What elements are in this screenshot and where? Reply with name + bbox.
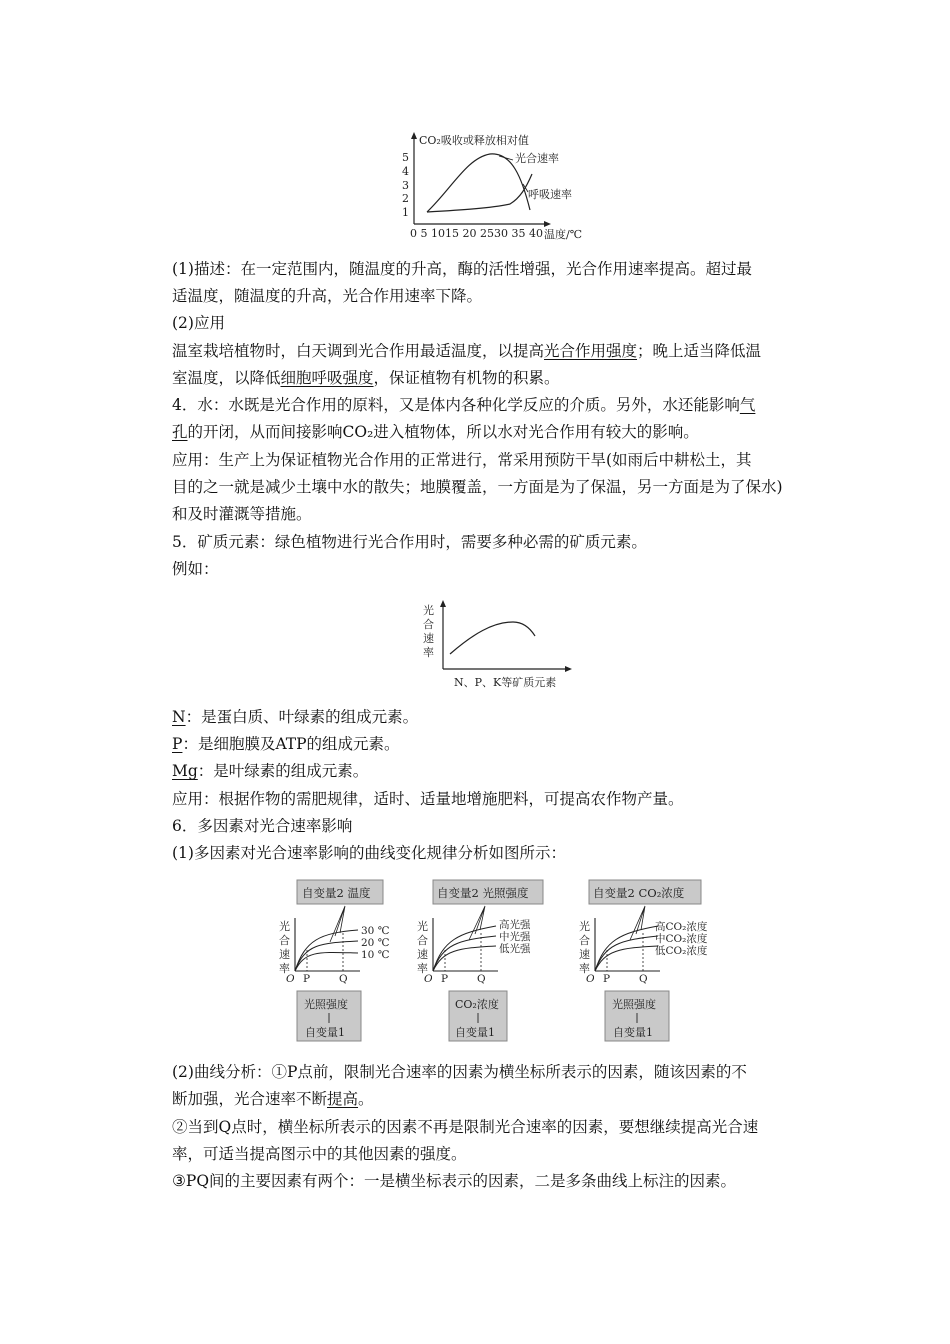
para-greenhouse-2: 室温度，以降低细胞呼吸强度，保证植物有机物的积累。 bbox=[172, 369, 560, 387]
elem-n: N：是蛋白质、叶绿素的组成元素。 bbox=[172, 708, 419, 726]
mineral-curve bbox=[450, 622, 535, 654]
curve-label-high: 高CO₂浓度 bbox=[655, 921, 708, 933]
y-label-4: 率 bbox=[417, 962, 428, 975]
y-tick-5: 5 bbox=[402, 151, 409, 164]
curve-low bbox=[595, 946, 658, 971]
panel-co2 bbox=[579, 880, 708, 1041]
para-multi-factor: 6．多因素对光合速率影响 bbox=[172, 817, 353, 835]
x-axis-arrow bbox=[544, 221, 551, 227]
para-example: 例如： bbox=[172, 560, 219, 578]
y-label-3: 速 bbox=[417, 948, 428, 961]
elem-p: P：是细胞膜及ATP的组成元素。 bbox=[172, 735, 400, 753]
q-label: Q bbox=[639, 973, 648, 985]
mineral-figure bbox=[418, 596, 588, 692]
top-label: 自变量2 CO₂浓度 bbox=[593, 886, 685, 900]
y-label-3: 速 bbox=[279, 948, 290, 961]
y-tick-3: 3 bbox=[402, 179, 409, 192]
para-water-apply-3: 和及时灌溉等措施。 bbox=[172, 505, 312, 523]
y-label-1: 光 bbox=[417, 920, 428, 933]
pointer-lines bbox=[330, 906, 345, 942]
curve-low bbox=[433, 946, 496, 971]
y-label-2: 合 bbox=[417, 934, 428, 947]
curve-label-low: 低CO₂浓度 bbox=[655, 945, 708, 957]
y-tick-1: 1 bbox=[402, 206, 409, 219]
panel-temperature bbox=[279, 880, 390, 1041]
y-tick-2: 2 bbox=[402, 192, 409, 205]
para-multi-factor-desc: (1)多因素对光合速率影响的曲线变化规律分析如图所示： bbox=[172, 844, 566, 862]
para-q-point-2: 率，可适当提高图示中的其他因素的强度。 bbox=[172, 1145, 467, 1163]
y-tick-4: 4 bbox=[402, 165, 409, 178]
y-label-1: 光 bbox=[423, 604, 434, 617]
panel-light bbox=[417, 880, 543, 1041]
p-label: P bbox=[441, 973, 449, 985]
bottom-label-2: 自变量1 bbox=[613, 1026, 653, 1039]
para-greenhouse-1: 温室栽培植物时，白天调到光合作用最适温度，以提高光合作用强度；晚上适当降低温 bbox=[172, 342, 762, 360]
para-apply-heading: (2)应用 bbox=[172, 314, 225, 332]
bottom-label-2: 自变量1 bbox=[305, 1026, 345, 1039]
elem-mg: Mg：是叶绿素的组成元素。 bbox=[172, 762, 369, 780]
x-ticks: 0 5 1015 20 2530 35 40 bbox=[410, 227, 543, 240]
para-describe-2: 适温度，随温度的升高，光合作用速率下降。 bbox=[172, 287, 483, 305]
label-line-photo bbox=[499, 156, 513, 160]
y-label-4: 率 bbox=[279, 962, 290, 975]
curve-label-high: 30 ℃ bbox=[361, 925, 390, 937]
para-water-apply-2: 目的之一就是减少土壤中水的散失；地膜覆盖，一方面是为了保温，另一方面是为了保水) bbox=[172, 478, 783, 496]
photosynthesis-label: 光合速率 bbox=[515, 152, 559, 165]
curve-mid bbox=[295, 941, 358, 971]
para-water-1: 4．水：水既是光合作用的原料，又是体内各种化学反应的介质。另外，水还能影响气 bbox=[172, 396, 756, 414]
y-label-1: 光 bbox=[279, 920, 290, 933]
origin-label: O bbox=[424, 973, 433, 985]
para-curve-analysis-2: 断加强，光合速率不断提高。 bbox=[172, 1090, 374, 1108]
x-axis-label: 温度/℃ bbox=[544, 228, 583, 241]
top-label: 自变量2 光照强度 bbox=[437, 886, 529, 900]
y-label-2: 合 bbox=[579, 934, 590, 947]
curve-label-low: 10 ℃ bbox=[361, 949, 390, 961]
x-axis-arrow bbox=[565, 666, 572, 672]
y-axis-arrow bbox=[411, 132, 417, 139]
pointer-lines bbox=[469, 906, 485, 940]
curve-label-mid: 中CO₂浓度 bbox=[655, 933, 708, 945]
y-axis-label: CO₂吸收或释放相对值 bbox=[419, 134, 529, 147]
p-label: P bbox=[603, 973, 611, 985]
y-label-1: 光 bbox=[579, 920, 590, 933]
origin-label: O bbox=[286, 973, 295, 985]
y-axis-arrow bbox=[440, 600, 446, 607]
p-label: P bbox=[303, 973, 311, 985]
y-label-3: 速 bbox=[423, 632, 434, 645]
para-curve-analysis-1: (2)曲线分析：①P点前，限制光合速率的因素为横坐标所表示的因素，随该因素的不 bbox=[172, 1063, 747, 1081]
para-mineral: 5．矿质元素：绿色植物进行光合作用时，需要多种必需的矿质元素。 bbox=[172, 533, 647, 551]
multi-factor-figure bbox=[275, 878, 725, 1048]
bottom-label-2: 自变量1 bbox=[455, 1026, 495, 1039]
respiration-label: 呼吸速率 bbox=[528, 188, 572, 201]
curve-label-mid: 中光强 bbox=[499, 931, 531, 943]
x-axis-label: N、P、K等矿质元素 bbox=[454, 676, 557, 689]
para-describe-1: (1)描述：在一定范围内，随温度的升高，酶的活性增强，光合作用速率提高。超过最 bbox=[172, 260, 752, 278]
y-label-2: 合 bbox=[423, 618, 434, 631]
y-label-2: 合 bbox=[279, 934, 290, 947]
y-label-4: 率 bbox=[423, 646, 434, 659]
para-fertilizer: 应用：根据作物的需肥规律，适时、适量地增施肥料，可提高农作物产量。 bbox=[172, 790, 684, 808]
bottom-label-1: 光照强度 bbox=[612, 998, 656, 1011]
origin-label: O bbox=[586, 973, 595, 985]
para-water-apply-1: 应用：生产上为保证植物光合作用的正常进行，常采用预防干旱(如雨后中耕松土，其 bbox=[172, 451, 752, 469]
para-pq-factors: ③PQ间的主要因素有两个：一是横坐标表示的因素，二是多条曲线上标注的因素。 bbox=[172, 1172, 737, 1190]
bottom-label-1: 光照强度 bbox=[304, 998, 348, 1011]
temperature-figure bbox=[372, 128, 622, 243]
q-label: Q bbox=[339, 973, 348, 985]
curve-mid bbox=[433, 936, 496, 971]
respiration-curve bbox=[427, 174, 532, 212]
para-water-2: 孔的开闭，从而间接影响CO₂进入植物体，所以水对光合作用有较大的影响。 bbox=[172, 423, 699, 441]
y-label-3: 速 bbox=[579, 948, 590, 961]
curve-mid bbox=[595, 936, 658, 971]
para-q-point-1: ②当到Q点时，横坐标所表示的因素不再是限制光合速率的因素，要想继续提高光合速 bbox=[172, 1118, 759, 1136]
bottom-label-1: CO₂浓度 bbox=[455, 998, 499, 1011]
curve-high bbox=[295, 930, 358, 971]
curve-label-high: 高光强 bbox=[499, 919, 531, 931]
curve-label-mid: 20 ℃ bbox=[361, 937, 390, 949]
curve-label-low: 低光强 bbox=[499, 943, 531, 955]
y-label-4: 率 bbox=[579, 962, 590, 975]
top-label: 自变量2 温度 bbox=[302, 886, 371, 900]
q-label: Q bbox=[477, 973, 486, 985]
